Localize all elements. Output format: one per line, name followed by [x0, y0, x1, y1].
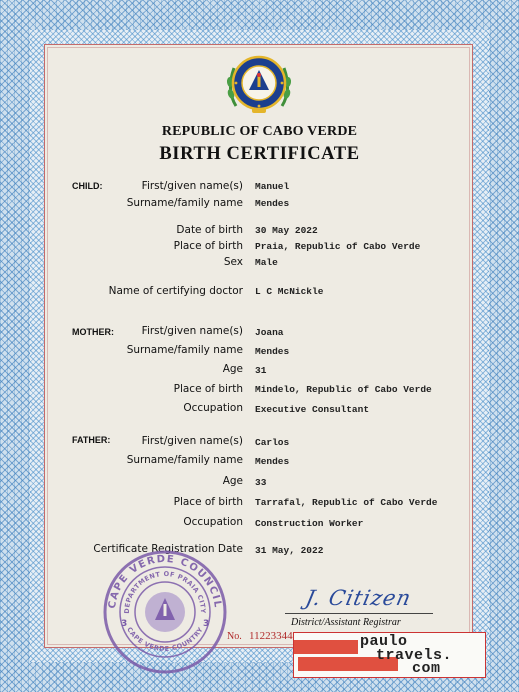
mother-first-name-value: Joana [255, 327, 284, 338]
certificate-number-value: 11223344 [249, 630, 293, 642]
registration-date-label: Certificate Registration Date [93, 543, 243, 555]
watermark-text-line1: paulo [360, 633, 408, 650]
stamp-outer-text: CAPE VERDE COUNCIL [106, 553, 223, 610]
section-father-label: FATHER: [72, 435, 111, 445]
registration-date-value: 31 May, 2022 [255, 545, 324, 556]
child-sex-value: Male [255, 257, 278, 268]
watermark-text-line3: com [412, 660, 441, 677]
father-pob-value: Tarrafal, Republic of Cabo Verde [255, 497, 438, 508]
child-pob-value: Praia, Republic of Cabo Verde [255, 241, 421, 252]
watermark-text-line2: travels. [376, 647, 453, 664]
mother-age-label: Age [222, 363, 243, 375]
watermark-logo [293, 632, 486, 678]
child-doctor-label: Name of certifying doctor [108, 285, 243, 297]
father-surname-label: Surname/family name [126, 454, 243, 466]
father-pob-label: Place of birth [173, 496, 243, 508]
registrar-title: District/Assistant Registrar [291, 617, 401, 628]
father-first-name-value: Carlos [255, 437, 290, 448]
mother-pob-label: Place of birth [173, 383, 243, 395]
signature-line [285, 613, 433, 614]
issuing-country: REPUBLIC OF CABO VERDE [161, 124, 358, 139]
mother-surname-value: Mendes [255, 346, 290, 357]
father-occupation-label: Occupation [183, 516, 243, 528]
mother-surname-label: Surname/family name [126, 344, 243, 356]
mother-pob-value: Mindelo, Republic of Cabo Verde [255, 384, 432, 395]
child-surname-value: Mendes [255, 198, 290, 209]
section-child-label: CHILD: [72, 181, 103, 191]
mother-age-value: 31 [255, 365, 267, 376]
mother-occupation-label: Occupation [183, 402, 243, 414]
child-doctor-value: L C McNickle [255, 286, 324, 297]
child-dob-label: Date of birth [176, 224, 243, 236]
stamp-bottom-text: CAPE VERDE COUNTRY [125, 625, 205, 653]
stamp-number-left: 3 [121, 619, 128, 629]
mother-first-name-label: First/given name(s) [141, 325, 243, 337]
father-occupation-value: Construction Worker [255, 518, 364, 529]
stamp-number-right: 3 [203, 619, 210, 629]
council-stamp-seal [101, 548, 229, 676]
section-mother-label: MOTHER: [72, 327, 114, 337]
mother-occupation-value: Executive Consultant [255, 404, 370, 415]
stamp-inner-text: DEPARTMENT OF PRAIA CITY [122, 569, 208, 614]
child-sex-label: Sex [223, 256, 243, 268]
child-first-name-label: First/given name(s) [141, 180, 243, 192]
child-surname-label: Surname/family name [126, 197, 243, 209]
registrar-signature: J. Citizen [303, 586, 414, 610]
coat-of-arms-emblem-icon [222, 50, 296, 116]
child-dob-value: 30 May 2022 [255, 225, 318, 236]
document-title: BIRTH CERTIFICATE [159, 144, 360, 164]
child-first-name-value: Manuel [255, 181, 290, 192]
father-surname-value: Mendes [255, 456, 290, 467]
father-first-name-label: First/given name(s) [141, 435, 243, 447]
father-age-value: 33 [255, 477, 267, 488]
watermark-bar [294, 640, 358, 654]
father-age-label: Age [222, 475, 243, 487]
certificate-number-label: No. [227, 631, 242, 642]
child-pob-label: Place of birth [173, 240, 243, 252]
